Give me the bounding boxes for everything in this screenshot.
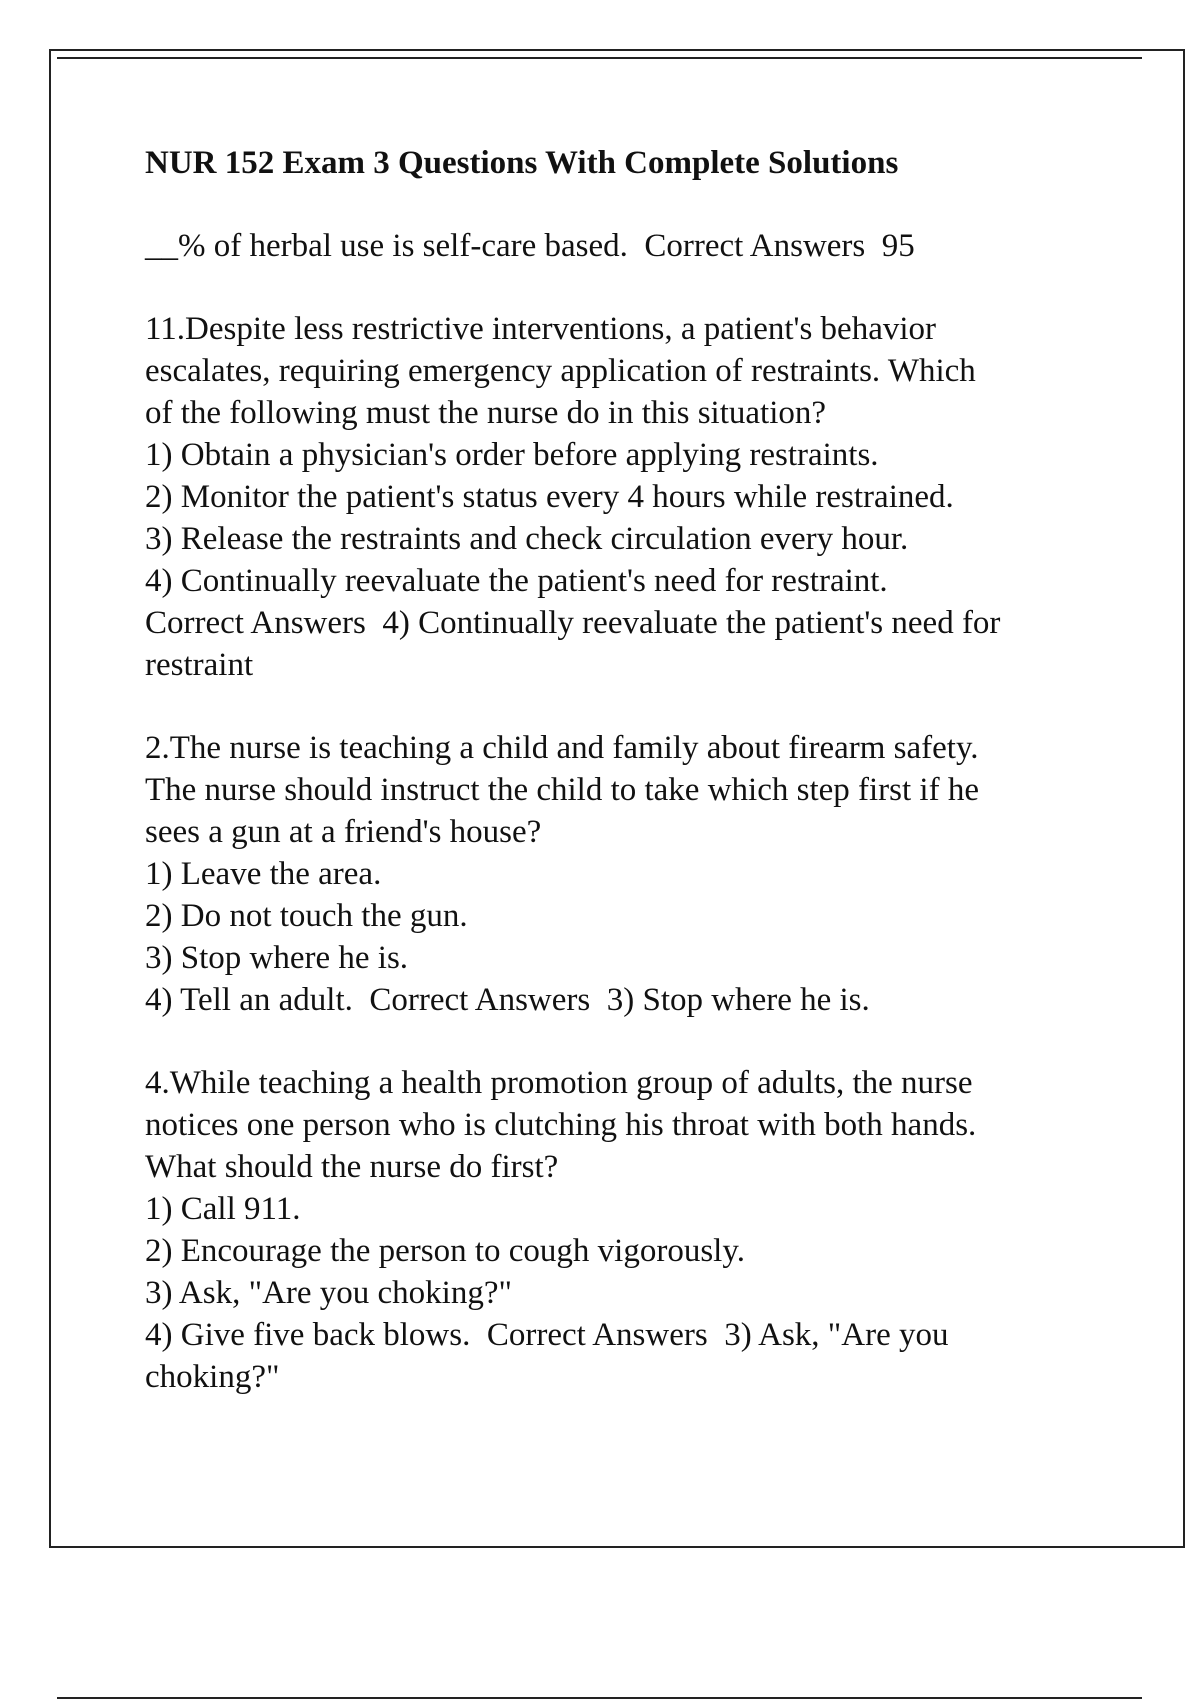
answer-option: 1) Call 911. [145, 1191, 301, 1227]
correct-answer: restraint [145, 647, 254, 683]
question-choking [145, 1062, 1105, 1398]
footer-rule [57, 1697, 1142, 1699]
answer-option: 1) Obtain a physician's order before applying restraints. [145, 437, 879, 473]
question-line: __% of herbal use is self-care based. Correct Answers 95 [145, 228, 915, 264]
question-line: of the following must the nurse do in this situation? [145, 395, 827, 431]
answer-option: 2) Monitor the patient's status every 4 hours while restrained. [145, 479, 954, 515]
answer-option: 1) Leave the area. [145, 856, 382, 892]
question-line: notices one person who is clutching his throat with both hands. [145, 1107, 977, 1143]
correct-answer: choking?" [145, 1359, 280, 1395]
answer-option: 4) Continually reevaluate the patient's need for restraint. [145, 563, 888, 599]
question-line: sees a gun at a friend's house? [145, 814, 542, 850]
document-body [145, 142, 1105, 1439]
header-rule [57, 57, 1142, 59]
correct-answer: 4) Give five back blows. Correct Answers 3) Ask, "Are you [145, 1317, 949, 1353]
answer-option: 2) Encourage the person to cough vigorously. [145, 1233, 745, 1269]
answer-option: 3) Stop where he is. [145, 940, 409, 976]
question-herbal-use [145, 225, 1105, 267]
answer-option: 2) Do not touch the gun. [145, 898, 468, 934]
document-title: NUR 152 Exam 3 Questions With Complete Solutions [145, 145, 899, 181]
question-firearm-safety [145, 727, 1105, 1021]
correct-answer: 4) Tell an adult. Correct Answers 3) Stop where he is. [145, 982, 870, 1018]
question-line: 4.While teaching a health promotion group of adults, the nurse [145, 1065, 973, 1101]
question-line: escalates, requiring emergency application of restraints. Which [145, 353, 976, 389]
question-line: What should the nurse do first? [145, 1149, 559, 1185]
answer-option: 3) Release the restraints and check circulation every hour. [145, 521, 909, 557]
answer-option: 3) Ask, "Are you choking?" [145, 1275, 512, 1311]
question-line: 11.Despite less restrictive interventions, a patient's behavior [145, 311, 937, 347]
question-restraints [145, 308, 1105, 686]
correct-answer: Correct Answers 4) Continually reevaluate the patient's need for [145, 605, 1001, 641]
question-line: 2.The nurse is teaching a child and family about firearm safety. [145, 730, 979, 766]
question-line: The nurse should instruct the child to take which step first if he [145, 772, 979, 808]
